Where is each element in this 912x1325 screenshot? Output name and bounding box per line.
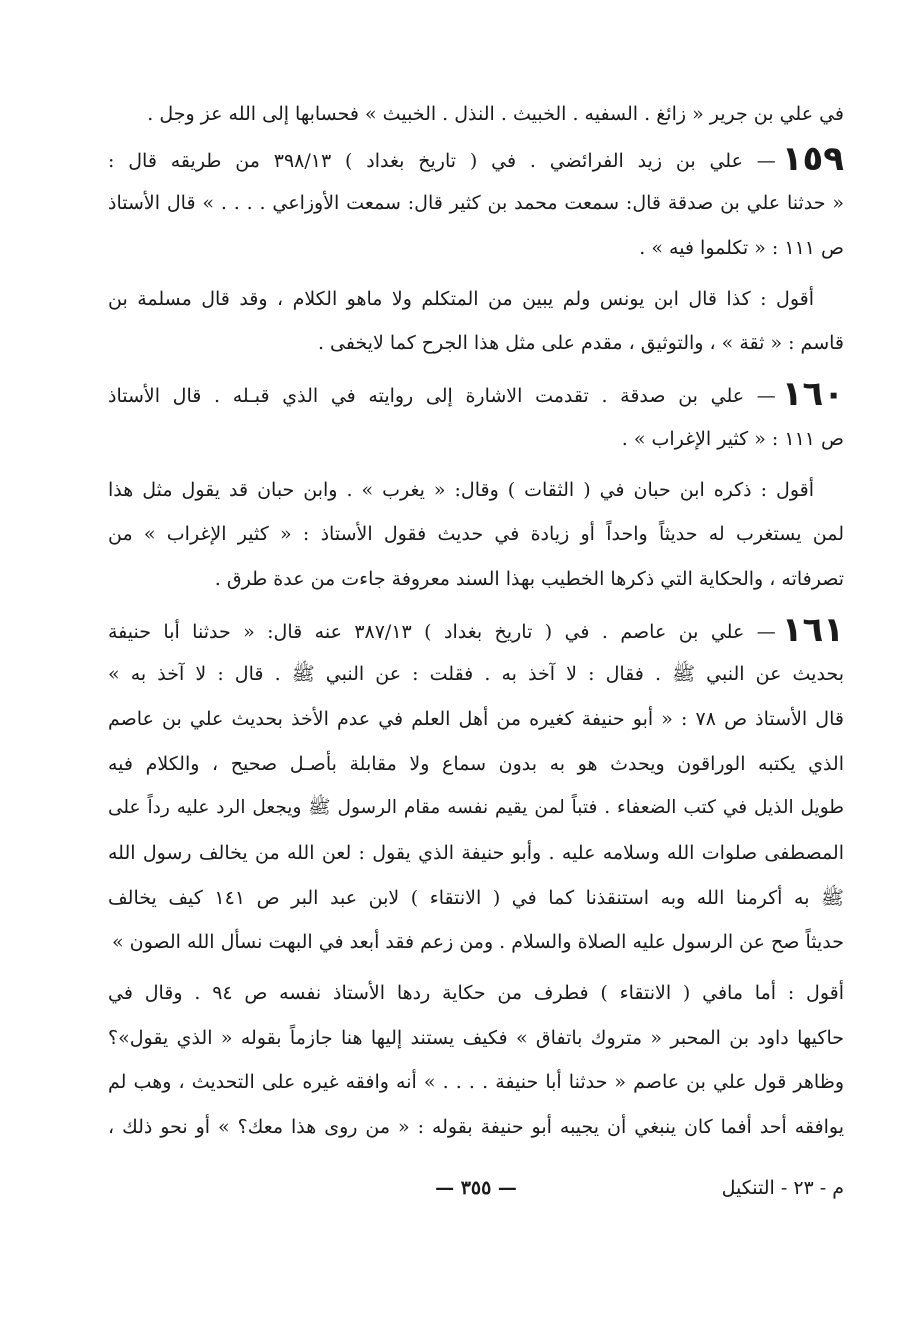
line-text: طويل الذيل في كتب الضعفاء . فتباً لمن يقيم نفسه مقام الرسول ﷺ ويجعل الرد عليه رداً على: [108, 797, 844, 819]
line-text: أقول : أما مافي ( الانتقاء ) فطرف من حكاية ردها الأستاذ نفسه ص ٩٤ . وقال في: [108, 982, 844, 1005]
text-line: [108, 557, 844, 602]
line-text: « حدثنا علي بن صدقة قال: سمعت محمد بن كثير قال: سمعت الأوزاعي . . . . » قال الأستاذ: [108, 192, 844, 215]
text-line: [108, 137, 844, 182]
text-line: [108, 321, 844, 366]
line-text: — علي بن عاصم . في ( تاريخ بغداد ) ٣٨٧/١٣ عنه قال: « حدثنا أبا حنيفة: [108, 620, 776, 643]
text-line: [108, 512, 844, 557]
line-text: الذي يكتبه الوراقون ويحدث هو به بدون سماع ولا مقابلة بأصـل صحيح ، والكلام فيه: [108, 752, 844, 775]
entry-number: ١٥٩: [781, 138, 844, 179]
entry-number: ١٦١: [781, 609, 844, 650]
text-line: [108, 1016, 844, 1061]
text-line: [108, 786, 844, 831]
line-text: ص ١١١ : « كثير الإغراب » .: [621, 427, 844, 450]
text-line: [108, 181, 844, 226]
line-text: لمن يستغرب له حديثاً واحداً أو زيادة في حديث فقول الأستاذ : « كثير الإغراب » من: [108, 523, 844, 546]
document-page: [108, 92, 844, 1150]
signature-mark: م - ٢٣ - التنكيل: [721, 1177, 844, 1199]
line-text: قال الأستاذ ص ٧٨ : « أبو حنيفة كغيره من أهل العلم في عدم الأخذ بحديث علي بن عاصم: [108, 707, 844, 730]
page-number: — ٣٥٥ —: [435, 1177, 517, 1199]
text-line: [108, 92, 844, 137]
line-text: — علي بن صدقة . تقدمت الاشارة إلى روايته في الذي قبـله . قال الأستاذ: [108, 385, 776, 408]
line-text: في علي بن جرير « زائغ . السفيه . الخبيث . النذل . الخبيث » فحسابها إلى الله عز وجل .: [147, 103, 844, 125]
text-line: [108, 608, 844, 653]
text-line: [108, 372, 844, 417]
line-text: أقول : ذكره ابن حبان في ( الثقات ) وقال: « يغرب » . وابن حبان قد يقول مثل هذا: [108, 478, 814, 501]
line-text: قاسم : « ثقة » ، والتوثيق ، مقدم على مثل هذا الجرح كما لايخفى .: [317, 332, 844, 355]
text-line: [108, 920, 844, 965]
text-line: [108, 226, 844, 271]
line-text: يوافقه أحد أفما كان ينبغي أن يجيبه أبو حنيفة بقوله : « من روى هذا معك؟ » أو نحو ذلك ،: [108, 1116, 844, 1139]
text-line: [108, 971, 844, 1016]
text-line: [108, 1060, 844, 1105]
line-text: تصرفاته ، والحكاية التي ذكرها الخطيب بهذا السند معروفة جاءت من عدة طرق .: [214, 567, 844, 590]
text-line: [108, 277, 844, 322]
text-line: [108, 742, 844, 787]
text-line: [108, 468, 844, 513]
line-text: أقول : كذا قال ابن يونس ولم يبين من المتكلم ولا ماهو الكلام ، وقد قال مسلمة بن: [108, 287, 814, 310]
line-text: المصطفى صلوات الله وسلامه عليه . وأبو حنيفة الذي يقول : لعن الله من يخالف رسول الله: [108, 842, 844, 864]
text-line: [108, 831, 844, 876]
text-line: [108, 652, 844, 697]
line-text: وظاهر قول علي بن عاصم « حدثنا أبا حنيفة . . . . » أنه وافقه غيره على التحديث ، وهب لم: [108, 1071, 844, 1094]
line-text: ص ١١١ : « تكلموا فيه » .: [639, 237, 844, 260]
text-line: [108, 417, 844, 462]
line-text: بحديث عن النبي ﷺ . فقال : لا آخذ به . فقلت : عن النبي ﷺ . قال : لا آخذ به »: [108, 663, 844, 686]
page-footer: [108, 1170, 844, 1206]
line-text: حاكيها داود بن المحبر « متروك باتفاق » فكيف يستند إليها هنا جازماً بقوله « الذي يقول»؟: [108, 1026, 844, 1049]
line-text: ﷺ به أكرمنا الله وبه استنقذنا كما في ( الانتقاء ) لابن عبد البر ص ١٤١ كيف يخالف: [108, 886, 845, 909]
text-line: [108, 697, 844, 742]
text-line: [108, 1105, 844, 1150]
entry-number: ١٦٠: [781, 374, 844, 415]
line-text: — علي بن زيد الفرائضي . في ( تاريخ بغداد ) ٣٩٨/١٣ من طريقه قال :: [108, 149, 776, 172]
line-text: حديثاً صح عن الرسول عليه الصلاة والسلام . ومن زعم فقد أبعد في البهت نسأل الله الصون »: [111, 931, 844, 954]
text-line: [108, 876, 844, 921]
